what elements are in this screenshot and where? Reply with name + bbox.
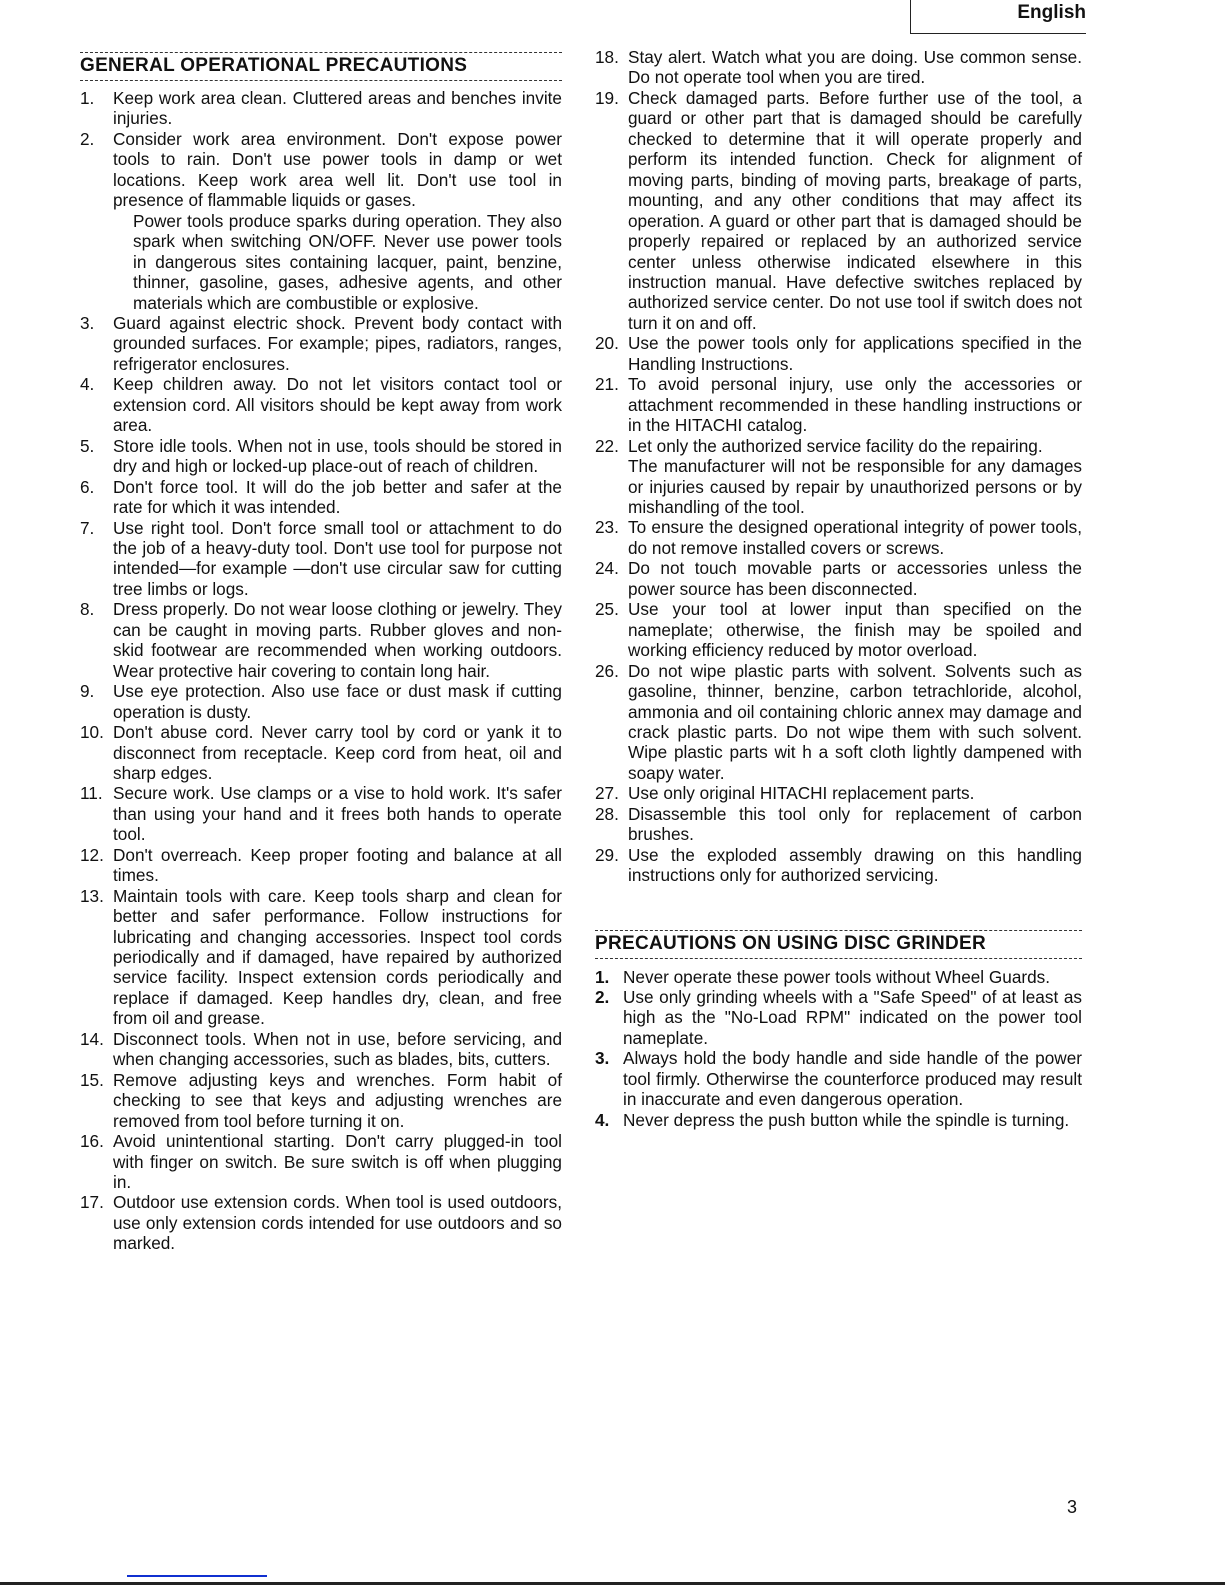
list-item — [80, 129, 562, 313]
list-item — [80, 845, 562, 886]
item-number: 2. — [595, 987, 610, 1008]
item-text-block — [628, 804, 1082, 845]
item-text: Disassemble this tool only for replacement of carbon brushes. — [628, 803, 1082, 845]
list-item — [80, 1192, 562, 1253]
item-text-block — [113, 477, 562, 518]
item-text-block — [628, 845, 1082, 886]
list-item — [80, 436, 562, 477]
item-text-block — [623, 987, 1082, 1048]
item-text: Use the exploded assembly drawing on this handling instructions only for authorized servicing. — [628, 844, 1082, 886]
list-item — [595, 47, 1082, 88]
item-text: Store idle tools. When not in use, tools should be stored in dry and high or locked-up place-out of reach of children. — [113, 435, 562, 477]
item-text-block — [623, 1110, 1082, 1130]
item-text: Keep children away. Do not let visitors contact tool or extension cord. All visitors should be kept away from work area. — [113, 374, 562, 436]
left-column — [80, 52, 562, 1254]
item-text: Don't force tool. It will do the job better and safer at the rate for which it was intended. — [113, 476, 562, 518]
item-text: Do not touch movable parts or accessories unless the power source has been disconnected. — [628, 558, 1082, 599]
list-item — [595, 374, 1082, 435]
list-item — [595, 661, 1082, 784]
item-number: 15. — [80, 1069, 104, 1090]
list-item — [80, 722, 562, 783]
list-item — [80, 88, 562, 129]
item-text: Check damaged parts. Before further use of the tool, a guard or other part that is damaged should be carefully checked to determine that it will operate properly and perform its intended function. Check for alignment of moving parts, binding of moving parts, breakage of parts, mounting, and any other conditions that may affect its operation. A guard or other part that is damaged should be properly repaired or replaced by an authorized service center unless otherwise indicated elsewhere in this instruction manual. Have defective switches replaced by authorized service center. Do not use tool if switch does not turn it on and off. — [628, 87, 1082, 333]
item-text: Use only original HITACHI replacement parts. — [628, 783, 975, 804]
item-text-block — [113, 1029, 562, 1070]
item-number: 19. — [595, 87, 619, 108]
list-item — [595, 558, 1082, 599]
language-label: English — [910, 0, 1086, 34]
item-text-block — [628, 333, 1082, 374]
item-text: Always hold the body handle and side handle of the power tool firmly. Otherwirse the counterforce produced may result in inaccurate and even dangerous operation. — [623, 1048, 1082, 1110]
item-text-block — [113, 1131, 562, 1192]
item-text-block — [628, 374, 1082, 435]
item-number: 3. — [595, 1048, 610, 1069]
item-text: Use eye protection. Also use face or dust mask if cutting operation is dusty. — [113, 681, 562, 722]
item-text-block — [113, 845, 562, 886]
item-number: 8. — [80, 599, 95, 620]
list-item — [595, 517, 1082, 558]
page-number: 3 — [1067, 1497, 1078, 1517]
item-text: Outdoor use extension cords. When tool is used outdoors, use only extension cords intended for use outdoors and so marked. — [113, 1192, 562, 1254]
item-number: 20. — [595, 333, 619, 354]
list-item — [595, 845, 1082, 886]
item-text: Consider work area environment. Don't expose power tools to rain. Don't use power tools in damp or wet locations. Keep work area well lit. Don't use tool in presence of flammable liquids or gases. — [113, 128, 562, 211]
item-text: Never operate these power tools without Wheel Guards. — [623, 966, 1051, 987]
item-text-block — [113, 886, 562, 1029]
item-number: 9. — [80, 681, 95, 702]
list-item — [80, 518, 562, 600]
list-item — [595, 783, 1082, 803]
item-number: 4. — [80, 374, 95, 395]
item-text: To ensure the designed operational integrity of power tools, do not remove installed covers or screws. — [628, 517, 1082, 558]
item-text-block — [113, 518, 562, 600]
item-text: Secure work. Use clamps or a vise to hold work. It's safer than using your hand and it frees both hands to operate tool. — [113, 783, 562, 845]
item-text: Guard against electric shock. Prevent body contact with grounded surfaces. For example; pipes, radiators, ranges, refrigerator enclosures. — [113, 312, 562, 374]
general-precautions-list — [80, 88, 562, 1254]
list-item — [80, 313, 562, 374]
item-text: Don't abuse cord. Never carry tool by cord or yank it to disconnect from receptacle. Keep cord from heat, oil and sharp edges. — [113, 722, 562, 783]
item-subparagraph: Power tools produce sparks during operation. They also spark when switching ON/OFF. Never use power tools in dangerous sites containing lacquer, paint, benzine, thinner, gasoline, gases, adhesive agents, and other materials which are combustible or explosive. — [133, 210, 562, 313]
item-text-block — [113, 783, 562, 844]
list-item — [595, 967, 1082, 987]
item-text-block — [628, 436, 1082, 518]
item-text: Keep work area clean. Cluttered areas and benches invite injuries. — [113, 88, 562, 129]
item-number: 12. — [80, 844, 104, 865]
item-text-block — [113, 681, 562, 722]
list-item — [80, 681, 562, 722]
item-number: 1. — [80, 88, 95, 108]
item-number: 2. — [80, 128, 95, 149]
item-text: Stay alert. Watch what you are doing. Use common sense. Do not operate tool when you are tired. — [628, 47, 1082, 88]
item-text-block — [628, 88, 1082, 333]
list-item — [595, 88, 1082, 333]
item-text: Use the power tools only for applications specified in the Handling Instructions. — [628, 333, 1082, 374]
list-item — [80, 599, 562, 681]
item-text-block — [113, 313, 562, 374]
item-number: 18. — [595, 47, 619, 67]
item-number: 6. — [80, 476, 95, 497]
item-text: Avoid unintentional starting. Don't carry plugged-in tool with finger on switch. Be sure switch is off when plugging in. — [113, 1131, 562, 1193]
list-item — [595, 804, 1082, 845]
list-item — [595, 1110, 1082, 1130]
item-text: Maintain tools with care. Keep tools sharp and clean for better and safer performance. Follow instructions for lubricating and changing accessories. Inspect tool cords periodically and if damaged, have repaired by authorized service facility. Inspect extension cords periodically and replace if damaged. Keep handles dry, clean, and free from oil and grease. — [113, 885, 562, 1029]
disc-grinder-heading: PRECAUTIONS ON USING DISC GRINDER — [595, 930, 1082, 959]
general-precautions-list-continued — [595, 47, 1082, 886]
item-text: Disconnect tools. When not in use, before servicing, and when changing accessories, such as blades, bits, cutters. — [113, 1028, 562, 1070]
list-item — [595, 599, 1082, 660]
item-text-block — [628, 783, 1082, 803]
item-text-block — [623, 1048, 1082, 1109]
item-text-block — [113, 129, 562, 313]
list-item — [80, 1070, 562, 1131]
list-item — [595, 436, 1082, 518]
list-item — [80, 477, 562, 518]
item-number: 1. — [595, 966, 610, 987]
item-number: 23. — [595, 517, 619, 538]
general-precautions-heading: GENERAL OPERATIONAL PRECAUTIONS — [80, 52, 562, 81]
item-text: Don't overreach. Keep proper footing and balance at all times. — [113, 844, 562, 886]
item-text-block — [113, 1192, 562, 1253]
item-text-block — [628, 599, 1082, 660]
item-number: 28. — [595, 803, 619, 824]
item-number: 29. — [595, 844, 619, 865]
item-number: 14. — [80, 1028, 104, 1049]
item-text: Use right tool. Don't force small tool or attachment to do the job of a heavy-duty tool. Don't use tool for purpose not intended—for example —don't use circular saw for cutting tree limbs or logs. — [113, 517, 562, 599]
item-text-block — [628, 517, 1082, 558]
item-number: 7. — [80, 517, 95, 538]
right-column — [595, 47, 1082, 1130]
item-number: 16. — [80, 1131, 104, 1152]
item-text: Use your tool at lower input than specified on the nameplate; otherwise, the finish may be spoiled and working efficiency reduced by motor overload. — [628, 599, 1082, 661]
list-item — [595, 1048, 1082, 1109]
item-number: 26. — [595, 660, 619, 681]
item-number: 27. — [595, 783, 619, 804]
item-text: Dress properly. Do not wear loose clothing or jewelry. They can be caught in moving parts. Rubber gloves and non-skid footwear are recommended when working outdoors. Wear protective hair covering to contain long hair. — [113, 599, 562, 681]
item-text-block — [113, 88, 562, 129]
item-number: 10. — [80, 722, 104, 743]
list-item — [80, 783, 562, 844]
item-second-paragraph: The manufacturer will not be responsible for any damages or injuries caused by repair by unauthorized persons or by mishandling of the tool. — [628, 456, 1082, 517]
item-text: To avoid personal injury, use only the accessories or attachment recommended in these handling instructions or in the HITACHI catalog. — [628, 374, 1082, 436]
item-text-block — [113, 722, 562, 783]
list-item — [595, 987, 1082, 1048]
item-number: 17. — [80, 1192, 104, 1213]
item-text-block — [623, 967, 1082, 987]
underline-mark — [127, 1575, 267, 1577]
item-number: 4. — [595, 1109, 610, 1130]
list-item — [80, 1029, 562, 1070]
item-number: 13. — [80, 885, 104, 906]
item-number: 22. — [595, 435, 619, 456]
item-text: Use only grinding wheels with a "Safe Speed" of at least as high as the "No-Load RPM" indicated on the power tool nameplate. — [623, 987, 1082, 1048]
list-item — [80, 1131, 562, 1192]
item-number: 25. — [595, 599, 619, 620]
list-item — [80, 886, 562, 1029]
item-number: 5. — [80, 435, 95, 456]
item-text-block — [113, 599, 562, 681]
item-text-block — [113, 1070, 562, 1131]
item-number: 24. — [595, 558, 619, 579]
list-item — [80, 374, 562, 435]
item-text-block — [628, 558, 1082, 599]
item-text: Let only the authorized service facility do the repairing. — [628, 435, 1043, 456]
item-number: 3. — [80, 312, 95, 333]
item-text-block — [113, 436, 562, 477]
item-number: 21. — [595, 374, 619, 395]
list-item — [595, 333, 1082, 374]
item-text: Do not wipe plastic parts with solvent. Solvents such as gasoline, thinner, benzine, carbon tetrachloride, alcohol, ammonia and oil containing chloric annex may damage and crack plastic parts. Do not wipe them with such solvent. Wipe plastic parts wit h a soft cloth lightly dampened with soapy water. — [628, 660, 1082, 783]
item-text: Remove adjusting keys and wrenches. Form habit of checking to see that keys and adjusting wrenches are removed from tool before turning it on. — [113, 1069, 562, 1131]
item-number: 11. — [80, 783, 103, 804]
item-text-block — [628, 661, 1082, 784]
item-text-block — [113, 374, 562, 435]
disc-grinder-list — [595, 967, 1082, 1131]
item-text-block — [628, 47, 1082, 88]
item-text: Never depress the push button while the spindle is turning. — [623, 1109, 1070, 1130]
